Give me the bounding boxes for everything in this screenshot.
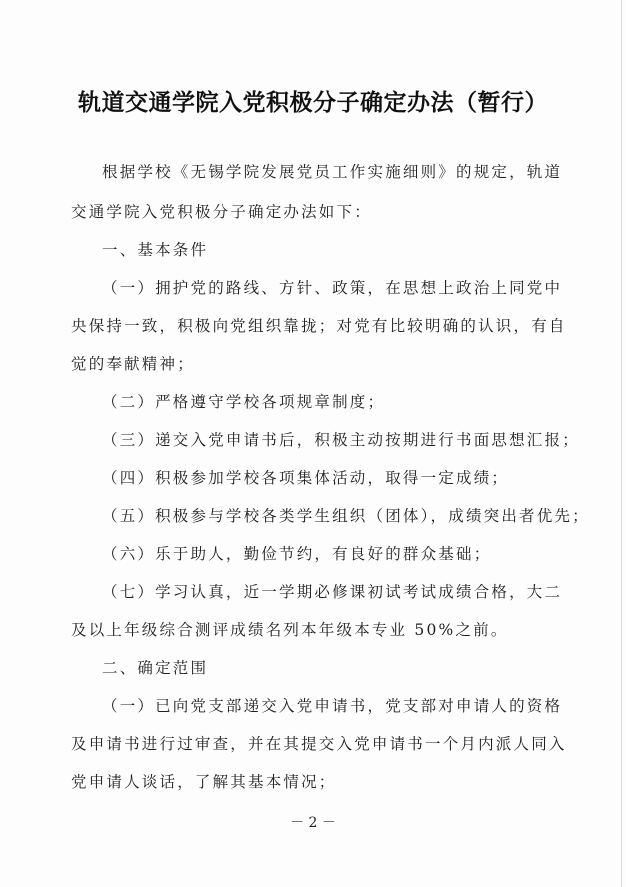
section-heading-basic-conditions: 一、基本条件	[102, 241, 209, 259]
body-line-scope-1a: （一）已向党支部递交入党申请书，党支部对申请人的资格	[102, 697, 563, 715]
page-edge-divider	[621, 0, 622, 887]
body-line-item-4: （四）积极参加学校各项集体活动，取得一定成绩；	[102, 469, 510, 487]
page-number: － 2 －	[290, 815, 336, 831]
body-line-item-5: （五）积极参与学校各类学生组织（团体），成绩突出者优先；	[102, 507, 590, 525]
body-line-item-1c: 觉的奉献精神；	[71, 355, 195, 373]
body-line-item-2: （二）严格遵守学校各项规章制度；	[102, 393, 386, 411]
body-line-item-1b: 央保持一致，积极向党组织靠拢；对党有比较明确的认识，有自	[71, 317, 567, 335]
section-heading-scope: 二、确定范围	[102, 659, 209, 677]
document-title: 轨道交通学院入党积极分子确定办法（暂行）	[78, 90, 548, 116]
body-line-scope-1b: 及申请书进行过审查，并在其提交入党申请书一个月内派人同入	[71, 735, 567, 753]
body-line-scope-1c: 党申请人谈话，了解其基本情况；	[71, 773, 337, 791]
body-line-1: 根据学校《无锡学院发展党员工作实施细则》的规定，轨道	[102, 163, 563, 181]
body-line-2: 交通学院入党积极分子确定办法如下：	[71, 203, 372, 221]
body-line-item-1a: （一）拥护党的路线、方针、政策，在思想上政治上同党中	[102, 279, 563, 297]
body-line-item-7b: 及以上年级综合测评成绩名列本年级本专业 50%之前。	[71, 621, 509, 639]
body-line-item-3: （三）递交入党申请书后，积极主动按期进行书面思想汇报；	[102, 431, 580, 449]
body-line-item-7a: （七）学习认真，近一学期必修课初试考试成绩合格，大二	[102, 583, 563, 601]
body-line-item-6: （六）乐于助人，勤俭节约，有良好的群众基础；	[102, 545, 492, 563]
